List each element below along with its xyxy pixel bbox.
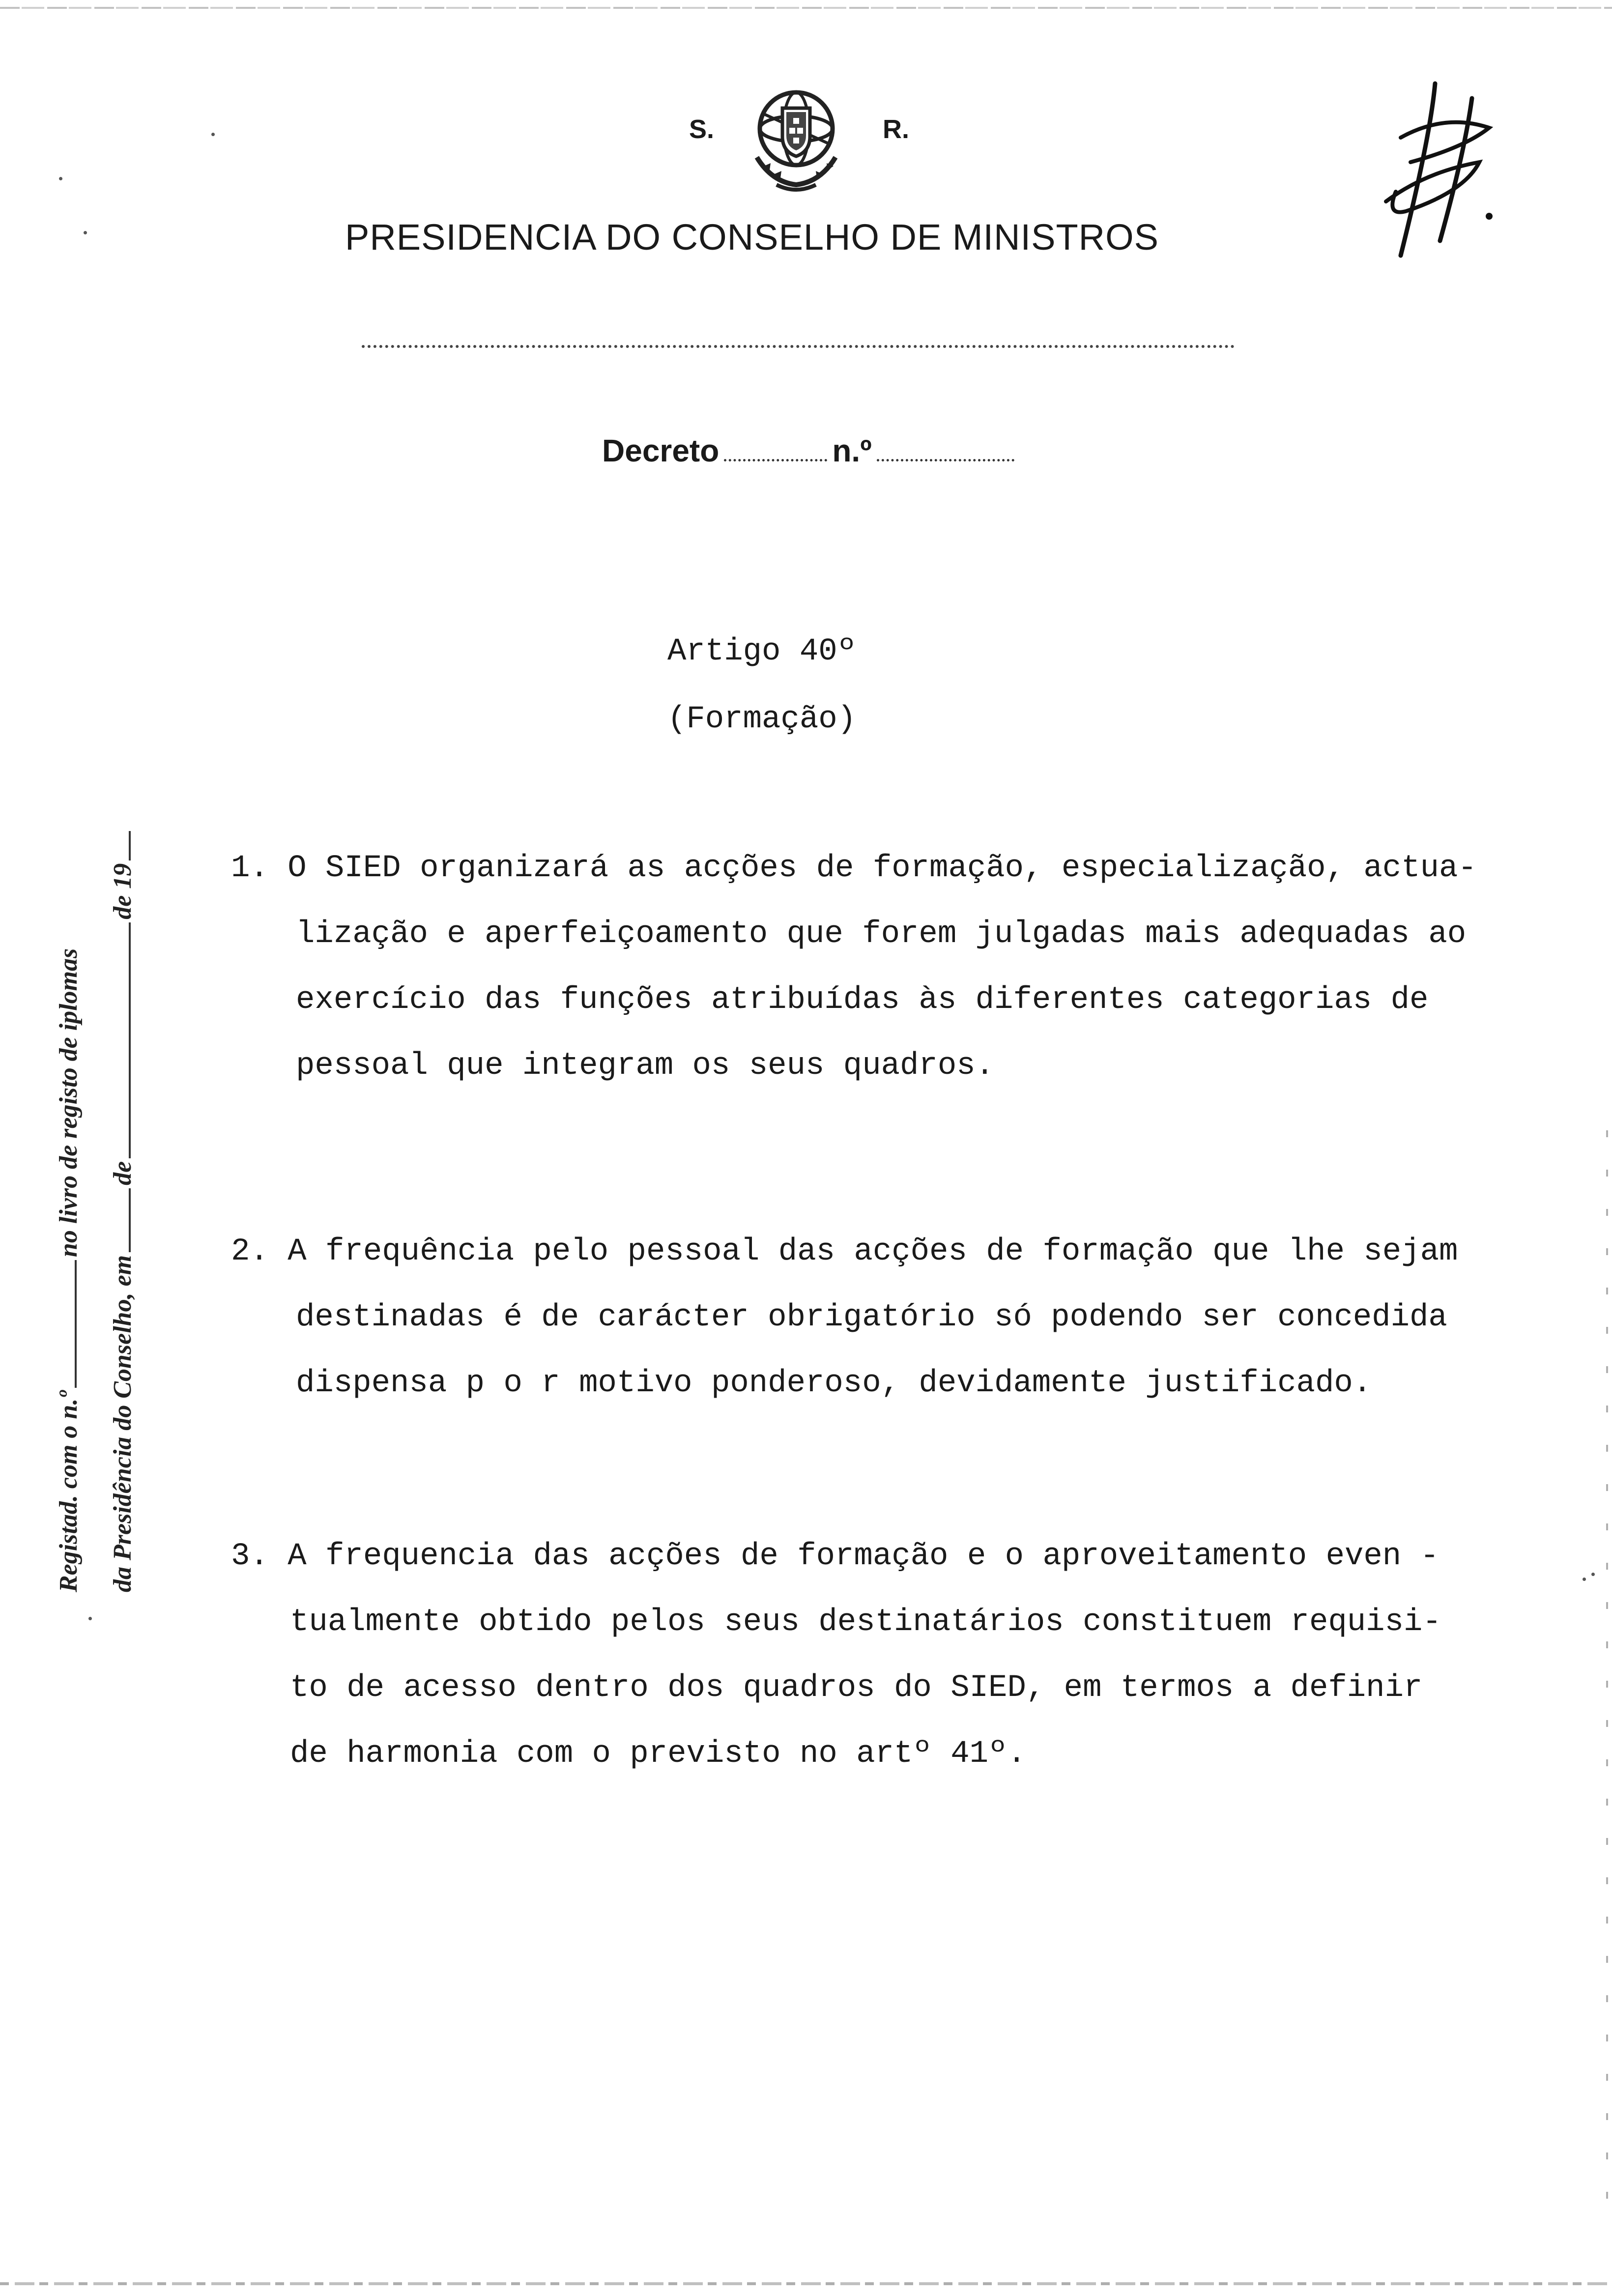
dotted-rule xyxy=(362,345,1235,348)
scan-speck xyxy=(1583,1578,1586,1581)
paragraph-line: pessoal que integram os seus quadros. xyxy=(296,1048,995,1084)
scan-speck xyxy=(211,133,215,136)
paragraph-line: to de acesso dentro dos quadros do SIED, em termos a definir xyxy=(290,1670,1423,1706)
decree-number-blank xyxy=(877,459,1014,461)
margin-blank xyxy=(75,1260,77,1388)
letterhead-right-initial: R. xyxy=(883,115,909,144)
paragraph-1 xyxy=(231,835,1477,1099)
paragraph-line: 3. A frequencia das acções de formação e o aproveitamento even - xyxy=(231,1539,1439,1574)
margin-note-text: de 19 xyxy=(109,863,137,919)
margin-blank xyxy=(129,831,131,861)
margin-note-text: no livro de registo de xyxy=(55,1037,83,1258)
margin-note-text: iplomas xyxy=(55,948,83,1031)
handwritten-initial-mark xyxy=(1366,79,1504,265)
decree-type-blank xyxy=(724,459,827,461)
paragraph-3 xyxy=(231,1523,1441,1787)
margin-blank xyxy=(129,922,131,1158)
margin-note-line-2 xyxy=(108,828,137,1592)
letterhead-left-initial: S. xyxy=(689,115,715,144)
registration-margin-note xyxy=(39,668,157,1592)
margin-note-text: Registad. com o n.º xyxy=(55,1391,83,1592)
margin-note-line-1 xyxy=(54,948,83,1592)
paragraph-line: lização e aperfeiçoamento que forem julgadas mais adequadas ao xyxy=(296,917,1467,952)
scan-edge-top xyxy=(0,7,1612,9)
scan-edge-right xyxy=(1606,1130,1608,2211)
paragraph-line: 1. O SIED organizará as acções de formação, especialização, actua- xyxy=(231,851,1477,886)
decree-label: Decreto xyxy=(602,433,720,468)
paragraph-line: 2. A frequência pelo pessoal das acções de formação que lhe sejam xyxy=(231,1234,1458,1269)
paragraph-2 xyxy=(231,1219,1458,1416)
paragraph-line: tualmente obtido pelos seus destinatários constituem requisi- xyxy=(290,1605,1441,1640)
scan-speck xyxy=(88,1617,92,1620)
margin-blank xyxy=(129,1188,131,1252)
scan-speck xyxy=(1591,1573,1595,1576)
paragraph-line: dispensa p o r motivo ponderoso, devidamente justificado. xyxy=(296,1366,1372,1401)
coat-of-arms-icon xyxy=(742,84,850,197)
margin-note-text: de xyxy=(109,1161,137,1185)
scan-edge-bottom xyxy=(0,2282,1612,2285)
decree-line xyxy=(602,432,1019,469)
paragraph-line: de harmonia com o previsto no artº 41º. xyxy=(290,1736,1026,1772)
margin-note-text: da Presidência do Conselho, em xyxy=(109,1255,137,1592)
paragraph-line: exercício das funções atribuídas às diferentes categorias de xyxy=(296,982,1429,1018)
article-subtitle: (Formação) xyxy=(667,702,857,737)
article-title: Artigo 40º xyxy=(667,634,857,669)
scan-speck xyxy=(84,231,87,234)
scan-speck xyxy=(59,177,62,180)
paragraph-line: destinadas é de carácter obrigatório só podendo ser concedida xyxy=(296,1300,1447,1335)
ministry-heading: PRESIDENCIA DO CONSELHO DE MINISTROS xyxy=(345,217,1159,258)
decree-number-label: n.º xyxy=(832,433,872,468)
